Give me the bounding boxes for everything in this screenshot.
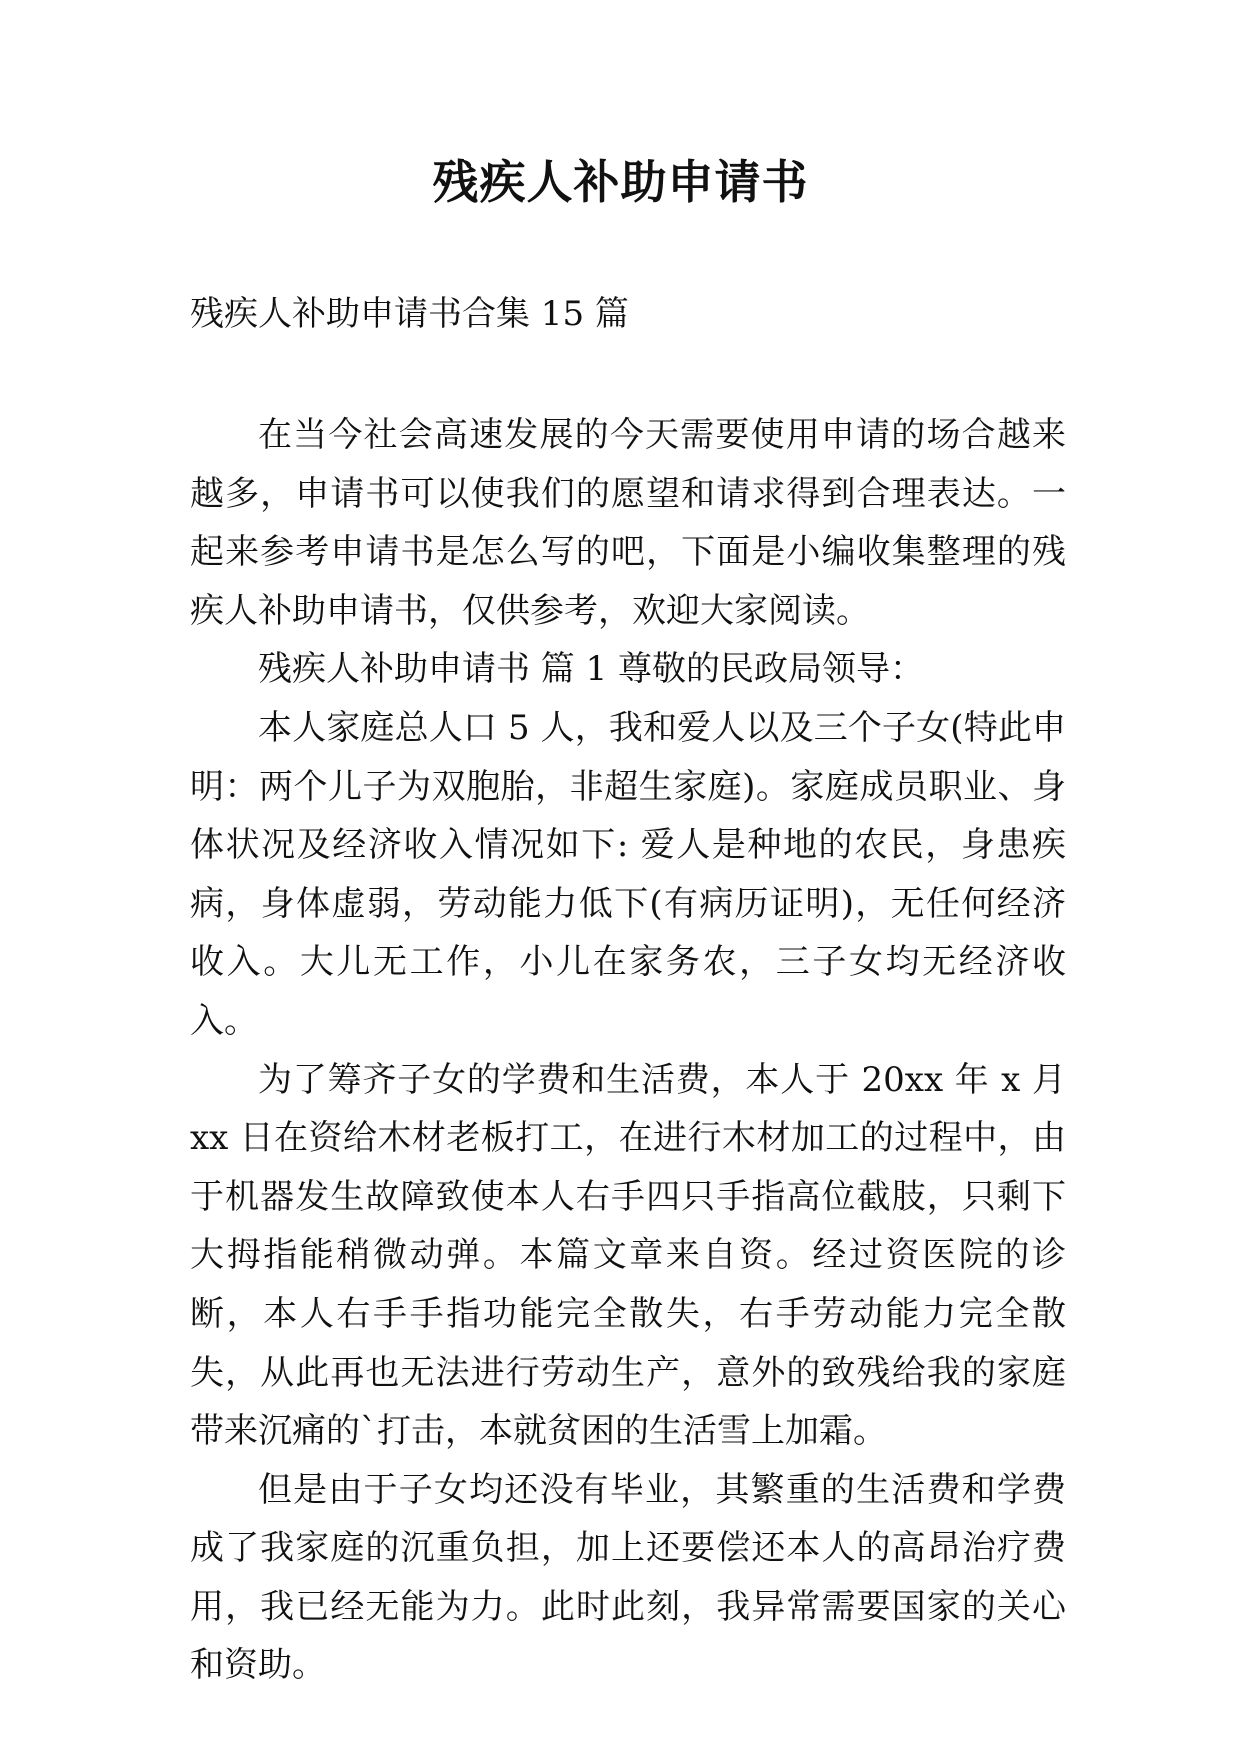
document-subtitle: 残疾人补助申请书合集 15 篇 xyxy=(190,294,629,334)
paragraph-request: 但是由于子女均还没有毕业，其繁重的生活费和学费成了我家庭的沉重负担，加上还要偿还本人的高昂治疗费用，我已经无能为力。此时此刻，我异常需要国家的关心和资助。 xyxy=(190,1469,1066,1686)
paragraph-injury: 为了筹齐子女的学费和生活费，本人于 20xx 年 x 月 xx 日在资给木材老板打工，在进行木材加工的过程中，由于机器发生故障致使本人右手四只手指高位截肢，只剩下大拇指能稍微动弹。本篇文章来自资。经过资医院的诊断，本人右手手指功能完全散失，右手劳动能力完全散失，从此再也无法进行劳动生产，意外的致残给我的家庭带来沉痛的`打击，本就贫困的生活雪上加霜。 xyxy=(190,1059,1066,1452)
paragraph-family: 本人家庭总人口 5 人，我和爱人以及三个子女(特此申明：两个儿子为双胞胎，非超生家庭)。家庭成员职业、身体状况及经济收入情况如下: 爱人是种地的农民，身患疾病，身体虚弱，劳动能力低下(有病历证明)，无任何经济收入。大儿无工作，小儿在家务农，三子女均无经济收入。 xyxy=(190,707,1066,1041)
paragraph-salutation: 残疾人补助申请书 篇 1 尊敬的民政局领导： xyxy=(258,649,925,690)
document-body xyxy=(190,406,1066,1695)
paragraph-intro: 在当今社会高速发展的今天需要使用申请的场合越来越多，申请书可以使我们的愿望和请求得到合理表达。一起来参考申请书是怎么写的吧，下面是小编收集整理的残疾人补助申请书，仅供参考，欢迎大家阅读。 xyxy=(190,415,1066,631)
document-title: 残疾人补助申请书 xyxy=(432,155,809,209)
